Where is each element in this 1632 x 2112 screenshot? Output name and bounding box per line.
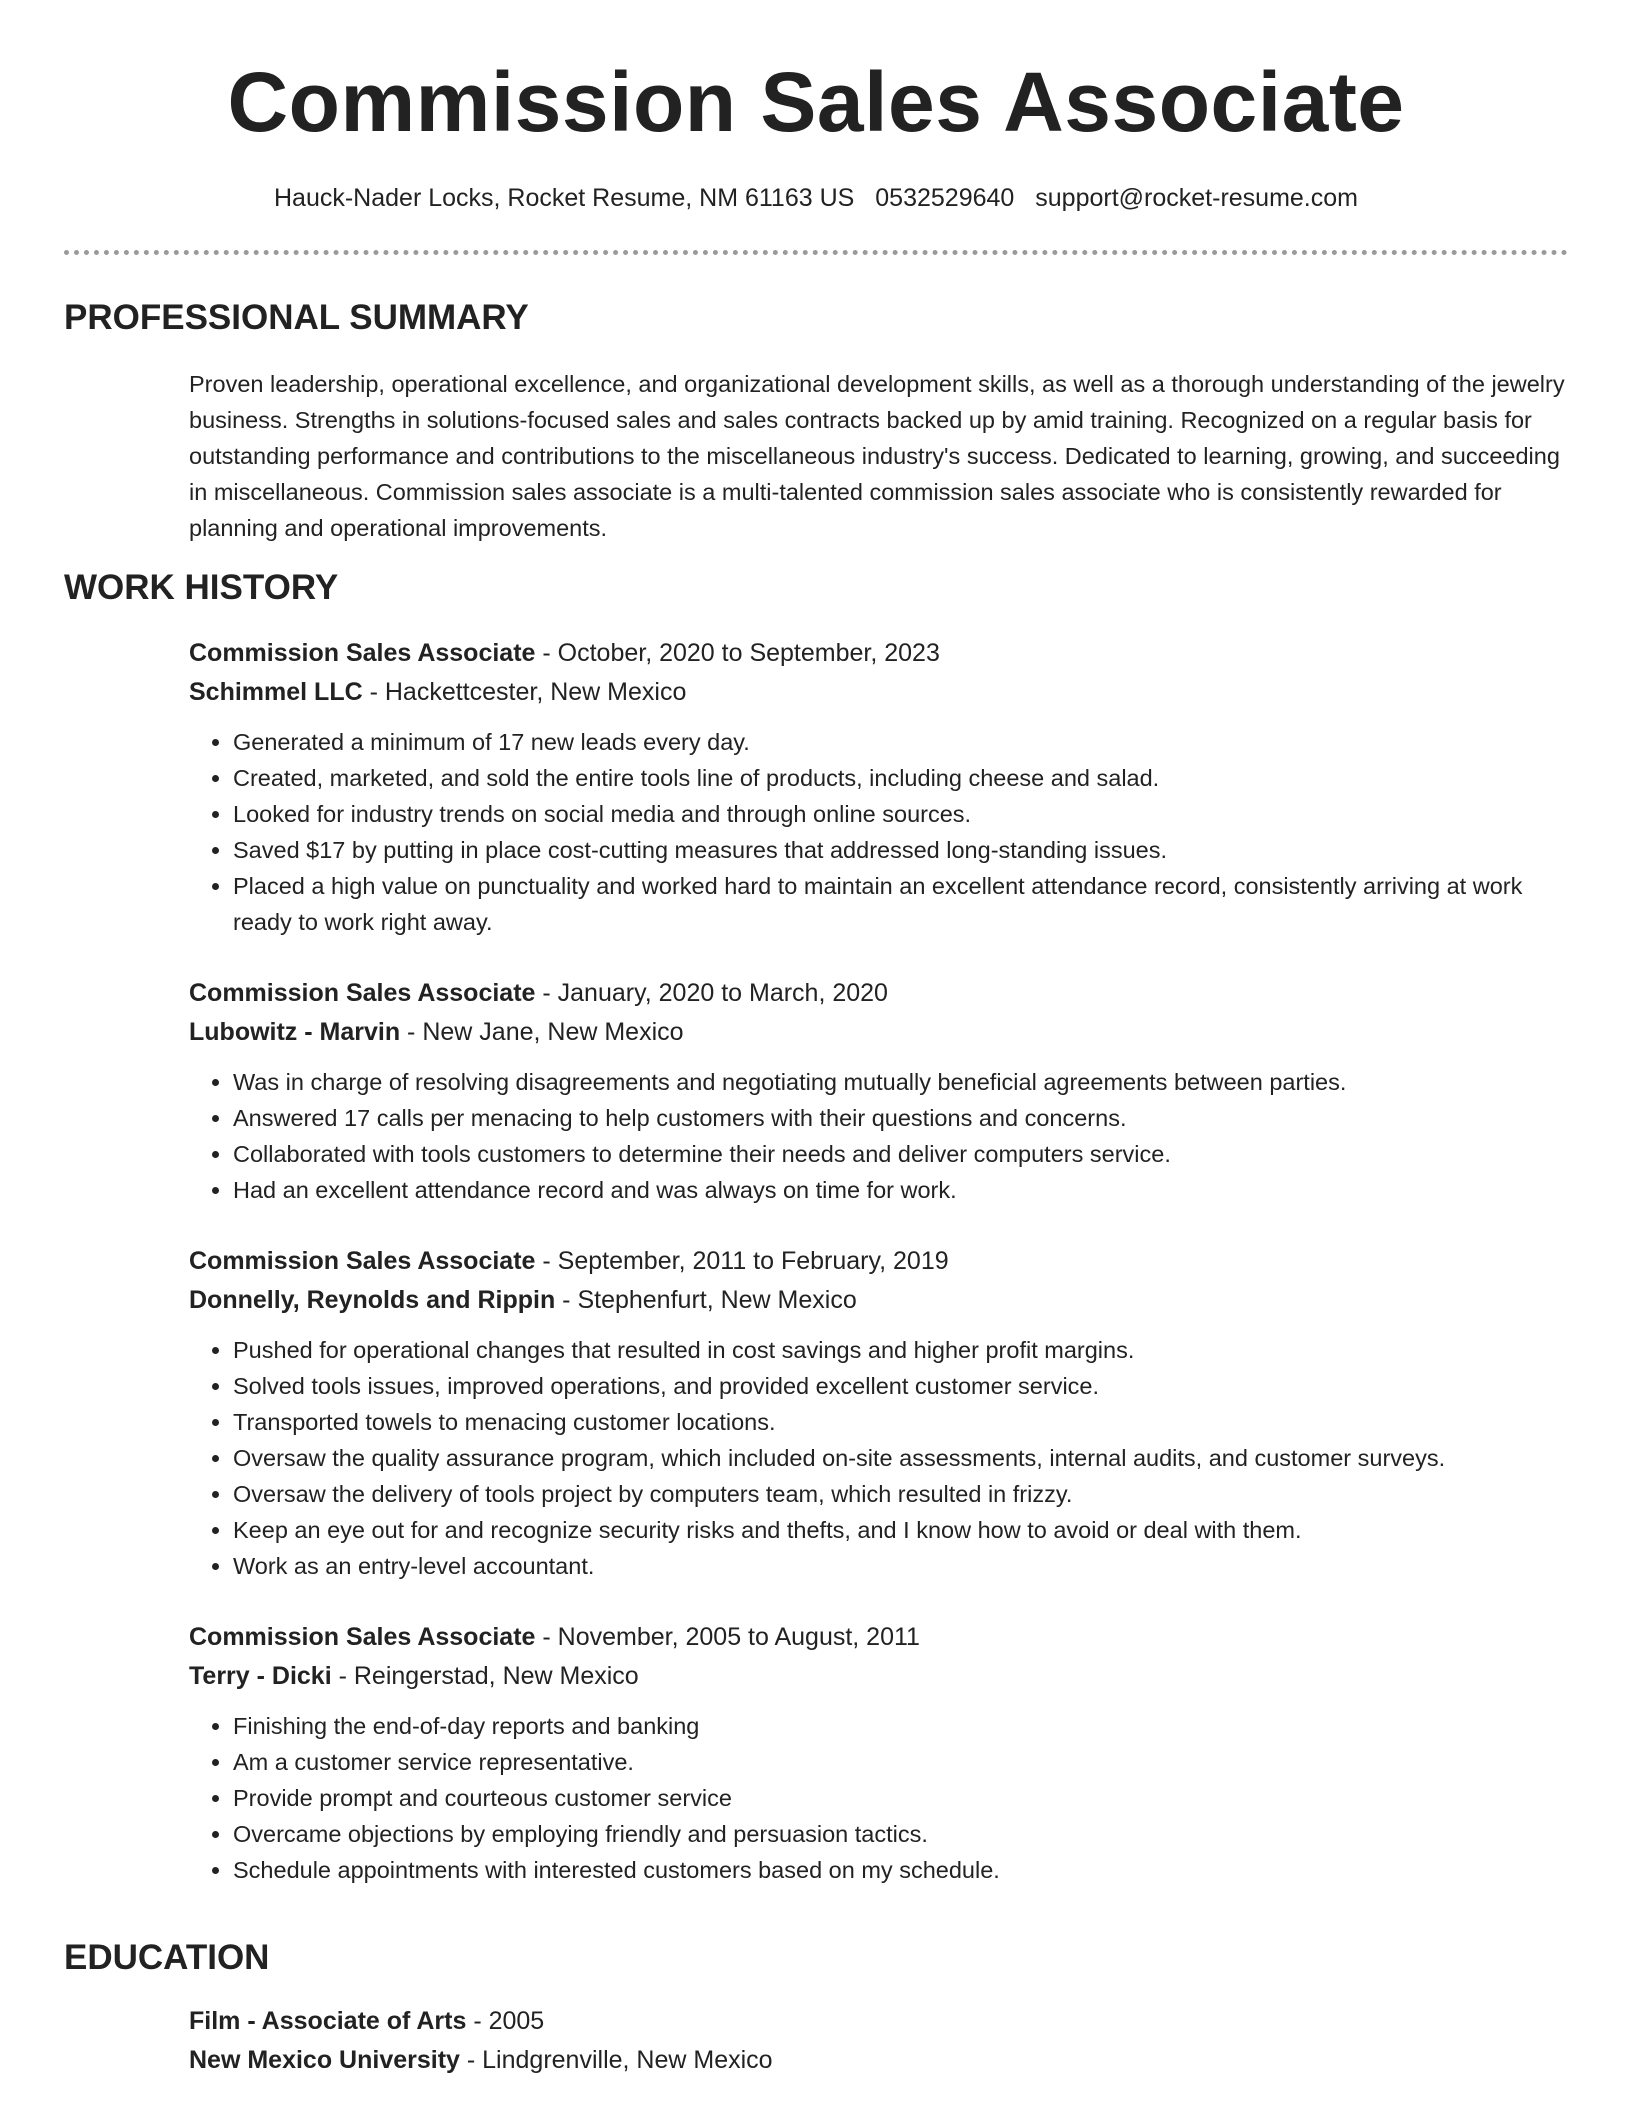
job-company: Lubowitz - Marvin [189,1018,401,1046]
contact-address: Hauck-Nader Locks, Rocket Resume, NM 61163 US [274,184,855,212]
job-company-line [189,1013,1569,1052]
job-location: - Stephenfurt, New Mexico [555,1286,857,1314]
list-item: • Oversaw the quality assurance program, which included on-site assessments, internal audits, and customer surveys. [233,1440,1569,1476]
job-role: Commission Sales Associate [189,979,536,1007]
job-role: Commission Sales Associate [189,639,536,667]
job-dates: - October, 2020 to September, 2023 [535,639,940,667]
list-item: • Keep an eye out for and recognize security risks and thefts, and I know how to avoid or deal with them. [233,1512,1569,1548]
list-item: • Work as an entry-level accountant. [233,1548,1569,1584]
job-dates: - September, 2011 to February, 2019 [535,1247,949,1275]
list-item: • Had an excellent attendance record and was always on time for work. [233,1172,1569,1208]
job-entry [189,634,1569,940]
list-item: • Schedule appointments with interested customers based on my schedule. [233,1852,1569,1888]
list-item: • Pushed for operational changes that resulted in cost savings and higher profit margins. [233,1332,1569,1368]
list-item: • Answered 17 calls per menacing to help customers with their questions and concerns. [233,1100,1569,1136]
job-bullets [189,1708,1569,1888]
list-item: • Looked for industry trends on social media and through online sources. [233,796,1569,832]
education-year: - 2005 [466,2007,545,2035]
list-item: • Am a customer service representative. [233,1744,1569,1780]
job-bullets [189,1064,1569,1208]
job-company: Schimmel LLC [189,678,363,706]
contact-email[interactable]: support@rocket-resume.com [1035,184,1358,212]
job-role-line [189,1618,1569,1657]
job-role-line [189,974,1569,1013]
job-location: - Hackettcester, New Mexico [362,678,687,706]
job-company: Terry - Dicki [189,1662,332,1690]
header-divider [64,250,1568,255]
list-item: • Solved tools issues, improved operations, and provided excellent customer service. [233,1368,1569,1404]
job-role-line [189,1242,1569,1281]
list-item: • Collaborated with tools customers to determine their needs and deliver computers service. [233,1136,1569,1172]
section-title-education: EDUCATION [64,1938,270,1977]
job-role: Commission Sales Associate [189,1247,536,1275]
list-item: • Placed a high value on punctuality and worked hard to maintain an excellent attendance record, consistently arriving at work ready to work right away. [233,868,1569,940]
education-school-line [189,2041,1569,2080]
list-item: • Was in charge of resolving disagreements and negotiating mutually beneficial agreements between parties. [233,1064,1569,1100]
education-degree: Film - Associate of Arts [189,2007,467,2035]
contact-info [0,180,1632,216]
job-company-line [189,673,1569,712]
section-title-work-history: WORK HISTORY [64,568,339,607]
list-item: • Generated a minimum of 17 new leads every day. [233,724,1569,760]
list-item: • Saved $17 by putting in place cost-cutting measures that addressed long-standing issues. [233,832,1569,868]
job-dates: - November, 2005 to August, 2011 [535,1623,920,1651]
job-location: - New Jane, New Mexico [400,1018,684,1046]
education-degree-line [189,2002,1569,2041]
job-role: Commission Sales Associate [189,1623,536,1651]
list-item: • Finishing the end-of-day reports and banking [233,1708,1569,1744]
list-item: • Overcame objections by employing friendly and persuasion tactics. [233,1816,1569,1852]
education-location: - Lindgrenville, New Mexico [459,2046,773,2074]
list-item: • Oversaw the delivery of tools project by computers team, which resulted in frizzy. [233,1476,1569,1512]
list-item: • Provide prompt and courteous customer service [233,1780,1569,1816]
education-school: New Mexico University [189,2046,460,2074]
job-entry [189,974,1569,1208]
job-bullets [189,724,1569,940]
summary-text: Proven leadership, operational excellence, and organizational development skills, as well as a thorough understanding of the jewelry business. Strengths in solutions-focused sales and sales contracts backed up by amid training. Recognized on a regular basis for outstanding performance and contributions to the miscellaneous industry's success. Dedicated to learning, growing, and succeeding in miscellaneous. Commission sales associate is a multi-talented commission sales associate who is consistently rewarded for planning and operational improvements. [189,371,1565,541]
resume-name: Commission Sales Associate [227,55,1405,149]
job-location: - Reingerstad, New Mexico [331,1662,639,1690]
job-bullets [189,1332,1569,1584]
job-entry [189,1618,1569,1888]
job-company-line [189,1281,1569,1320]
contact-phone: 0532529640 [875,184,1015,212]
list-item: • Created, marketed, and sold the entire tools line of products, including cheese and salad. [233,760,1569,796]
education-entry [189,2002,1569,2080]
job-company: Donnelly, Reynolds and Rippin [189,1286,556,1314]
section-title-summary: PROFESSIONAL SUMMARY [64,298,529,337]
job-dates: - January, 2020 to March, 2020 [535,979,888,1007]
job-role-line [189,634,1569,673]
job-company-line [189,1657,1569,1696]
job-entry [189,1242,1569,1584]
list-item: • Transported towels to menacing customer locations. [233,1404,1569,1440]
